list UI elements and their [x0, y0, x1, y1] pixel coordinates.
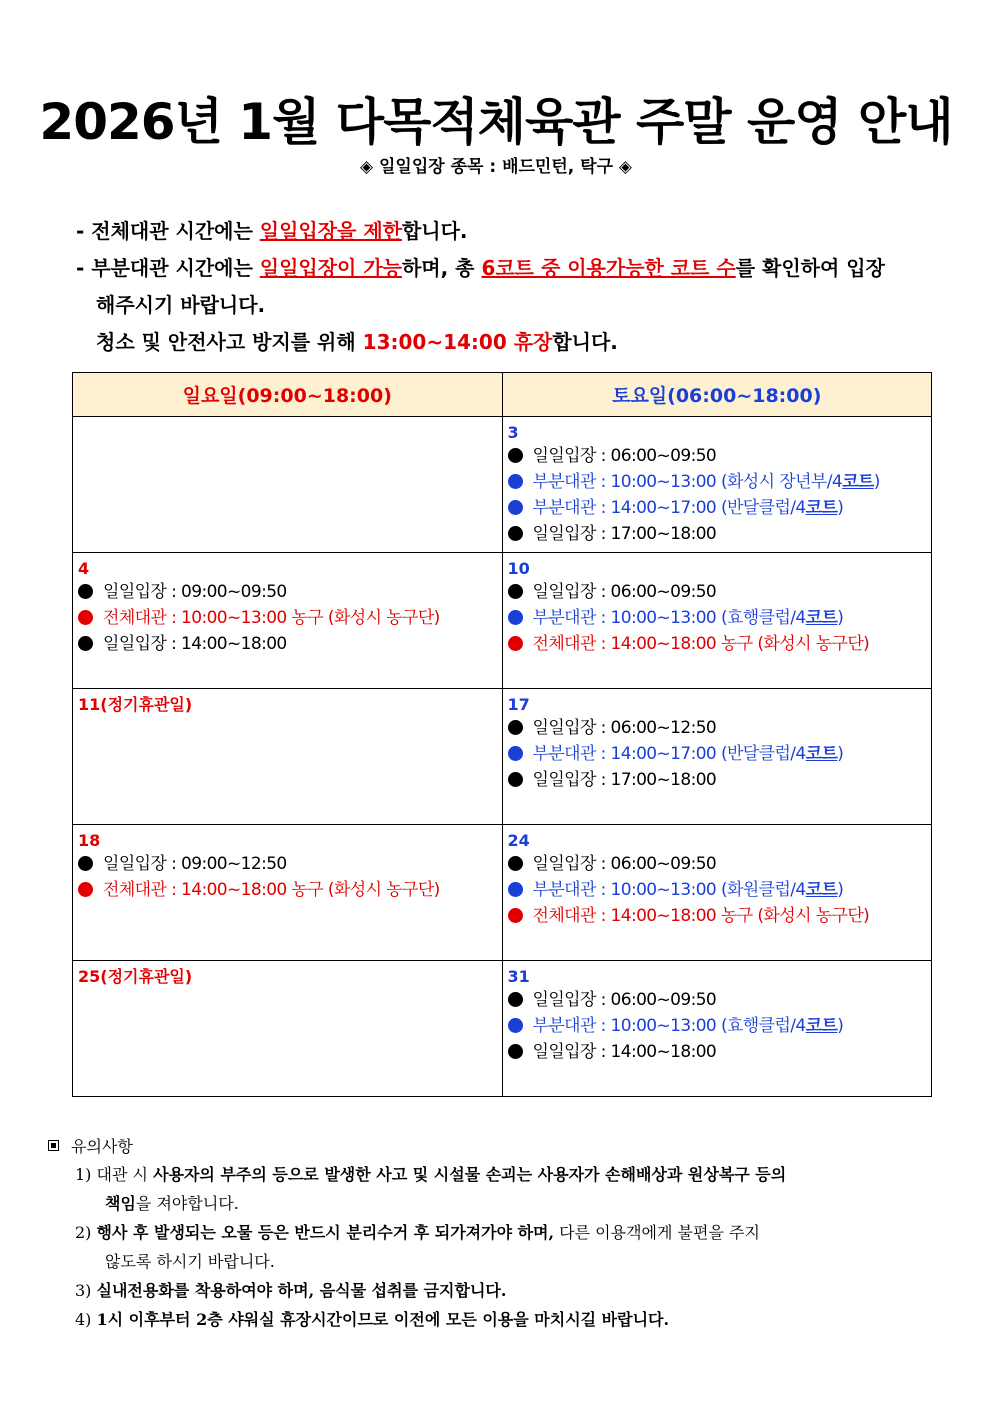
bullet-dot-icon — [508, 882, 523, 897]
square-bullet-icon — [48, 1140, 59, 1151]
item-bold-text: 행사 후 발생되는 오물 등은 반드시 분리수거 후 되가져가야 하며, — [96, 1223, 555, 1242]
entry-text: 일일입장 : 14:00~18:00 — [103, 634, 287, 654]
notice-text: 합니다. — [401, 219, 468, 243]
day-number: 11(정기휴관일) — [78, 695, 193, 714]
entry-text: 일일입장 : 06:00~09:50 — [532, 854, 717, 874]
bullet-dot-icon — [508, 500, 523, 515]
schedule-entry — [78, 605, 498, 631]
day-number: 18 — [78, 831, 101, 850]
entry-text: 일일입장 : 17:00~18:00 — [532, 770, 717, 790]
caution-heading — [48, 1134, 948, 1160]
entry-text: 부분대관 : 10:00~13:00 (효행클럽/4 — [532, 1016, 806, 1036]
court-label: 코트 — [805, 744, 838, 764]
schedule-entry — [508, 903, 928, 929]
schedule-entry — [78, 877, 498, 903]
bullet-dot-icon — [508, 720, 523, 735]
schedule-row — [73, 417, 932, 553]
notice-text: 청소 및 안전사고 방지를 위해 — [96, 330, 363, 354]
schedule-entry — [508, 605, 928, 631]
entry-text: 일일입장 : 06:00~12:50 — [532, 718, 717, 738]
schedule-row — [73, 689, 932, 825]
entry-text: 부분대관 : 14:00~17:00 (반달클럽/4 — [532, 498, 806, 518]
notice-text: 를 확인하여 입장 — [735, 256, 885, 280]
court-label: 코트 — [805, 880, 838, 900]
saturday-cell — [502, 961, 932, 1097]
saturday-header: 토요일(06:00~18:00) — [502, 373, 932, 417]
entry-text: 일일입장 : 06:00~09:50 — [532, 582, 717, 602]
schedule-entry — [508, 715, 928, 741]
page-title: 2026년 1월 다목적체육관 주말 운영 안내 — [39, 93, 953, 151]
bullet-dot-icon — [508, 636, 523, 651]
court-label: 코트 — [805, 608, 838, 628]
court-label: 코트 — [842, 472, 874, 492]
item-text: 다른 이용객에게 불편을 주지 — [554, 1223, 760, 1242]
bullet-dot-icon — [508, 746, 523, 761]
caution-item-3 — [48, 1276, 948, 1305]
bullet-dot-icon — [78, 882, 93, 897]
schedule-entry — [508, 877, 928, 903]
notice-line-2 — [76, 250, 946, 287]
entry-text: 부분대관 : 10:00~13:00 (화원클럽/4 — [532, 880, 806, 900]
notice-text: - 전체대관 시간에는 — [76, 219, 260, 243]
notice-text: - 부분대관 시간에는 — [76, 256, 260, 280]
entry-text: 일일입장 : 17:00~18:00 — [532, 524, 717, 544]
sunday-cell — [73, 689, 503, 825]
schedule-entry — [508, 851, 928, 877]
entry-text: 일일입장 : 09:00~09:50 — [103, 582, 287, 602]
entry-text: 전체대관 : 14:00~18:00 농구 (화성시 농구단) — [532, 634, 870, 654]
saturday-cell — [502, 553, 932, 689]
notice-text: 하며, 총 — [401, 256, 482, 280]
item-text: 을 져야합니다. — [135, 1194, 239, 1213]
sunday-header: 일요일(09:00~18:00) — [73, 373, 503, 417]
entry-text: 부분대관 : 10:00~13:00 (효행클럽/4 — [532, 608, 806, 628]
bullet-dot-icon — [508, 610, 523, 625]
bullet-dot-icon — [508, 474, 523, 489]
notice-line-1 — [76, 213, 946, 250]
schedule-entry — [508, 495, 928, 521]
day-number: 31 — [507, 967, 530, 986]
schedule-table — [72, 372, 932, 1097]
entry-tail: ) — [837, 880, 844, 900]
caution-item-1 — [48, 1160, 948, 1218]
schedule-entry — [78, 631, 498, 657]
item-bold-text: 사용자의 부주의 등으로 발생한 사고 및 시설물 손괴는 사용자가 손해배상과 원상복구 등의 — [153, 1165, 787, 1184]
day-number: 17 — [507, 695, 530, 714]
schedule-body — [73, 417, 932, 1097]
entry-tail: ) — [837, 744, 844, 764]
schedule-entry — [508, 631, 928, 657]
entry-text: 부분대관 : 14:00~17:00 (반달클럽/4 — [532, 744, 806, 764]
bullet-dot-icon — [78, 584, 93, 599]
schedule-entry — [508, 741, 928, 767]
item-number: 4) — [75, 1310, 92, 1329]
bullet-dot-icon — [508, 856, 523, 871]
entry-text: 전체대관 : 10:00~13:00 농구 (화성시 농구단) — [103, 608, 440, 628]
court-label: 코트 — [805, 1016, 838, 1036]
bullet-dot-icon — [508, 1018, 523, 1033]
entry-text: 일일입장 : 06:00~09:50 — [532, 446, 717, 466]
saturday-cell — [502, 417, 932, 553]
sunday-cell — [73, 417, 503, 553]
saturday-cell — [502, 689, 932, 825]
schedule-entry — [508, 443, 928, 469]
day-number: 10 — [507, 559, 530, 578]
court-label: 코트 — [805, 498, 838, 518]
day-number: 25(정기휴관일) — [78, 967, 193, 986]
day-number: 4 — [78, 559, 90, 578]
schedule-row — [73, 961, 932, 1097]
bullet-dot-icon — [508, 448, 523, 463]
entry-text: 일일입장 : 09:00~12:50 — [103, 854, 287, 874]
day-number: 3 — [507, 423, 519, 442]
sunday-cell — [73, 825, 503, 961]
bullet-dot-icon — [508, 526, 523, 541]
schedule-entry — [78, 579, 498, 605]
schedule-entry — [508, 767, 928, 793]
entry-text: 부분대관 : 10:00~13:00 (화성시 장년부/4 — [532, 472, 843, 492]
item-bold-text: 책임 — [105, 1194, 136, 1213]
bullet-dot-icon — [78, 610, 93, 625]
saturday-cell — [502, 825, 932, 961]
notice-highlight: 6코트 중 이용가능한 코트 수 — [481, 256, 736, 280]
notice-line-4 — [76, 324, 946, 361]
item-number: 2) — [75, 1223, 92, 1242]
day-number: 24 — [507, 831, 530, 850]
caution-heading-text: 유의사항 — [71, 1137, 133, 1156]
schedule-entry — [508, 1039, 928, 1065]
caution-item-4 — [48, 1305, 948, 1334]
bullet-dot-icon — [508, 908, 523, 923]
item-bold-text: 실내전용화를 착용하여야 하며, 음식물 섭취를 금지합니다. — [96, 1281, 507, 1300]
bullet-dot-icon — [508, 772, 523, 787]
notice-line-3: 해주시기 바랍니다. — [96, 293, 266, 317]
schedule-row — [73, 553, 932, 689]
entry-text: 전체대관 : 14:00~18:00 농구 (화성시 농구단) — [103, 880, 440, 900]
subtitle: ◈ 일일입장 종목 : 배드민턴, 탁구 ◈ — [360, 157, 632, 177]
entry-tail: ) — [837, 1016, 844, 1036]
entry-text: 전체대관 : 14:00~18:00 농구 (화성시 농구단) — [532, 906, 870, 926]
schedule-entry — [78, 851, 498, 877]
notice-section — [76, 213, 946, 361]
notice-highlight: 일일입장이 가능 — [259, 256, 402, 280]
schedule-entry — [508, 521, 928, 547]
entry-tail: ) — [837, 498, 844, 518]
sunday-cell — [73, 961, 503, 1097]
entry-tail: ) — [837, 608, 844, 628]
item-text: 않도록 하시기 바랍니다. — [105, 1252, 275, 1271]
notice-text: 합니다. — [552, 330, 618, 354]
item-bold-text: 1시 이후부터 2층 샤워실 휴장시간이므로 이전에 모든 이용을 마치시길 바랍니다. — [96, 1310, 670, 1329]
entry-text: 일일입장 : 06:00~09:50 — [532, 990, 717, 1010]
schedule-entry — [508, 579, 928, 605]
item-number: 1) — [75, 1165, 92, 1184]
bullet-dot-icon — [508, 584, 523, 599]
item-number: 3) — [75, 1281, 92, 1300]
entry-text: 일일입장 : 14:00~18:00 — [532, 1042, 717, 1062]
schedule-row — [73, 825, 932, 961]
notice-highlight: 13:00~14:00 휴장 — [362, 330, 553, 354]
entry-tail: ) — [873, 472, 880, 492]
bullet-dot-icon — [508, 992, 523, 1007]
bullet-dot-icon — [508, 1044, 523, 1059]
bullet-dot-icon — [78, 636, 93, 651]
notice-highlight: 일일입장을 제한 — [259, 219, 402, 243]
item-text: 대관 시 — [96, 1165, 154, 1184]
bullet-dot-icon — [78, 856, 93, 871]
sunday-cell — [73, 553, 503, 689]
caution-item-2 — [48, 1218, 948, 1276]
schedule-entry — [508, 987, 928, 1013]
schedule-entry — [508, 1013, 928, 1039]
schedule-entry — [508, 469, 928, 495]
caution-section — [48, 1134, 948, 1334]
